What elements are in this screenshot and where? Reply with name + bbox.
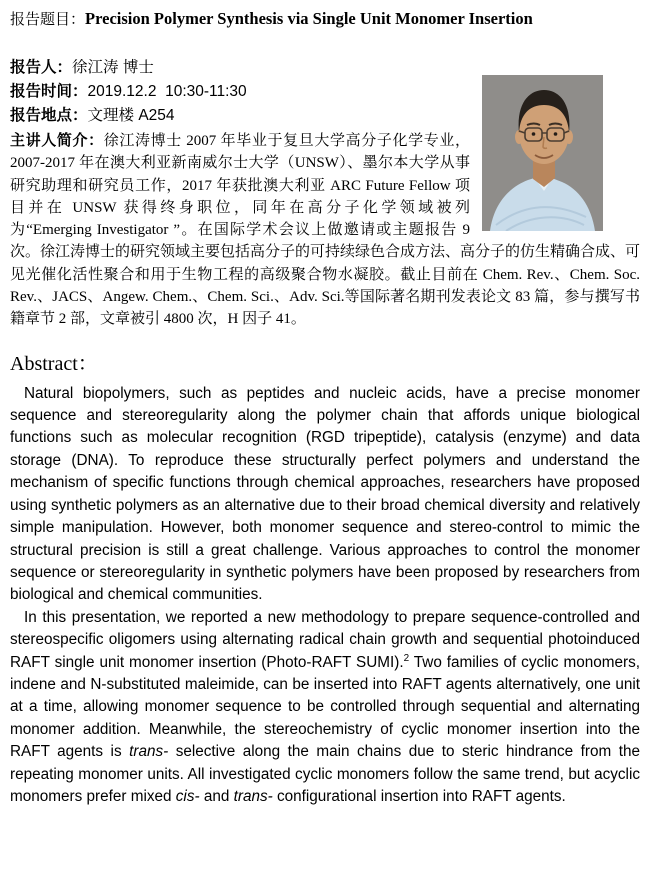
abstract-p2-superscript: 2 — [403, 652, 410, 664]
venue-value: 文理楼 A254 — [87, 107, 175, 124]
report-title-line — [10, 8, 640, 29]
eye-right — [554, 132, 558, 136]
report-title: Precision Polymer Synthesis via Single Unit Monomer Insertion — [85, 9, 533, 28]
abstract-paragraph-2 — [10, 607, 640, 809]
speaker-portrait-illustration — [482, 75, 603, 231]
time-value: 2019.12.2 10:30-11:30 — [87, 83, 247, 100]
speaker-photo — [482, 75, 603, 231]
time-label: 报告时间： — [10, 83, 88, 100]
speaker-value: 徐江涛 博士 — [72, 59, 154, 76]
abstract-p2-italic-cis: cis- — [175, 787, 200, 805]
abstract-p2-text: configurational insertion into RAFT agents. — [272, 787, 566, 805]
venue-label: 报告地点： — [10, 107, 88, 124]
abstract-p2-text: In this presentation, we reported a new methodology to prepare sequence-controlled and stereospecific oligomers using alternating radical chain growth and sequential photoinduced RAFT single unit monomer insertion (Photo-RAFT SUMI). — [10, 608, 640, 671]
eye-left — [532, 132, 536, 136]
speaker-info-block — [10, 56, 640, 331]
speaker-label: 报告人： — [10, 59, 73, 76]
abstract-paragraph-1: Natural biopolymers, such as peptides and nucleic acids, have a precise monomer sequence and stereoregularity along the polymer chain that affords unique biological functions such as molecular recognition (RGD tripeptide), catalysis (enzyme) and data storage (DNA). To reproduce these structurally perfect polymers and understand the mechanism of specific functions through chemical approaches, researchers have proposed using synthetic polymers as an alternative due to their broad chemical diversity and relatively simple manipulation. However, both monomer sequence and stereo-control to mimic the structural precision is still a great challenge. Various approaches to control the monomer sequence or stereoregularity in synthetic polymers have been proposed by researchers from biological and chemical communities. — [10, 384, 640, 604]
abstract-p2-text: Two families of cyclic monomers, indene and N-substituted maleimide, can be inserted into RAFT agents alternatively, one unit at a time, allowing monomer sequence to be controlled through sequential and alternating monomer addition. Meanwhile, the stereochemistry of cyclic monomer insertion into the RAFT agents is — [10, 653, 640, 761]
bio-text: 徐江涛博士 2007 年毕业于复旦大学高分子化学专业，2007-2017 年在澳大利亚新南威尔士大学（UNSW）、墨尔本大学从事研究助理和研究员工作，2017 年获批澳大利亚 ARC Future Fellow 项目并在 UNSW 获得终身职位，同年在高分子化学领域被列为“Emerging Investigator ”。在国际学术会议上做邀请或主题报告 9 次。徐江涛博士的研究领域主要包括高分子的可持续绿色合成方法、高分子的仿生精确合成、可见光催化活性聚合和用于生物工程的高级聚合物水凝胶。截止目前在 Chem. Rev.、Chem. Soc. Rev.、JACS、Angew. Chem.、Chem. Sci.、Adv. Sci.等国际著名期刊发表论文 83 篇，参与撰写书籍章节 2 部，文章被引 4800 次，H 因子 41。 — [10, 133, 641, 328]
abstract-p2-text: and — [199, 787, 234, 805]
abstract-heading: Abstract： — [10, 352, 98, 375]
abstract-p2-italic-trans2: trans- — [233, 787, 273, 805]
bio-label: 主讲人简介： — [10, 132, 104, 149]
abstract-p2-italic-trans: trans- — [129, 743, 169, 761]
report-title-label: 报告题目： — [10, 11, 86, 28]
abstract-p2-text: selective along the main chains due to steric hindrance from the repeating monomer units. All investigated cyclic monomers follow the same trend, but acyclic monomers prefer mixed — [10, 743, 640, 805]
